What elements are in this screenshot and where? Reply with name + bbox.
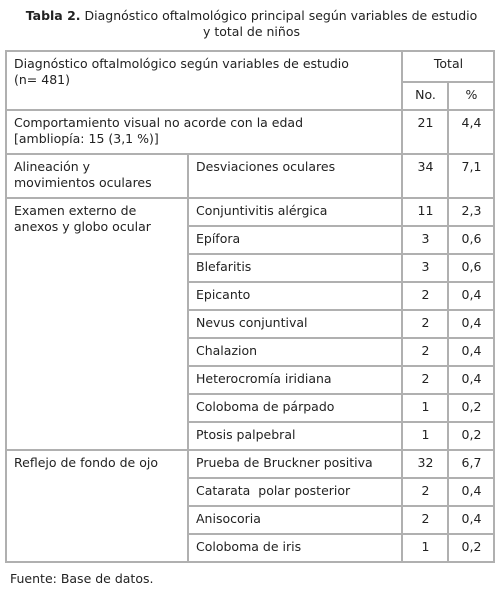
row-label: Epicanto — [188, 282, 402, 310]
row-label: Conjuntivitis alérgica — [188, 198, 402, 226]
header-pct: % — [448, 82, 494, 110]
group-alineacion — [6, 154, 188, 198]
header-row-1 — [6, 51, 494, 82]
row-no: 1 — [402, 534, 448, 562]
row-pct: 0,6 — [448, 254, 494, 282]
row-label: Chalazion — [188, 338, 402, 366]
vision-label-line-1: Comportamiento visual no acorde con la edad — [14, 115, 304, 130]
row-pct: 0,6 — [448, 226, 494, 254]
caption-text-1: Diagnóstico oftalmológico principal según variables de estudio — [80, 8, 478, 23]
caption-line-1 — [0, 8, 503, 24]
row-label: Anisocoria — [188, 506, 402, 534]
row-label: Epífora — [188, 226, 402, 254]
row-no: 2 — [402, 310, 448, 338]
caption-label: Tabla 2. — [25, 8, 81, 23]
row-label: Heterocromía iridiana — [188, 366, 402, 394]
row-pct: 0,2 — [448, 422, 494, 450]
header-diagnosis-line-2: (n= 481) — [14, 72, 70, 87]
row-pct: 6,7 — [448, 450, 494, 478]
row-no: 1 — [402, 422, 448, 450]
diagnosis-table — [5, 50, 495, 563]
vision-label — [6, 110, 402, 154]
row-no: 2 — [402, 282, 448, 310]
row-no: 3 — [402, 226, 448, 254]
table-row — [6, 450, 494, 478]
row-label: Coloboma de párpado — [188, 394, 402, 422]
row-no: 11 — [402, 198, 448, 226]
row-no: 2 — [402, 338, 448, 366]
row-pct: 0,2 — [448, 394, 494, 422]
group-examen — [6, 198, 188, 450]
row-label: Coloboma de iris — [188, 534, 402, 562]
header-total: Total — [402, 51, 494, 82]
row-alineacion — [6, 154, 494, 198]
header-diagnosis — [6, 51, 402, 110]
vision-pct: 4,4 — [448, 110, 494, 154]
row-no: 2 — [402, 366, 448, 394]
row-label: Catarata polar posterior — [188, 478, 402, 506]
row-no: 3 — [402, 254, 448, 282]
group-examen-line-2: anexos y globo ocular — [14, 219, 151, 234]
row-pct: 0,4 — [448, 338, 494, 366]
row-label: Blefaritis — [188, 254, 402, 282]
row-pct: 7,1 — [448, 154, 494, 198]
row-vision — [6, 110, 494, 154]
group-alineacion-line-2: movimientos oculares — [14, 175, 152, 190]
group-examen-line-1: Examen externo de — [14, 203, 137, 218]
table-row — [6, 198, 494, 226]
header-diagnosis-line-1: Diagnóstico oftalmológico según variables de estudio — [14, 56, 349, 71]
row-pct: 0,4 — [448, 282, 494, 310]
row-pct: 2,3 — [448, 198, 494, 226]
group-reflejo: Reflejo de fondo de ojo — [6, 450, 188, 562]
row-pct: 0,4 — [448, 310, 494, 338]
row-label: Prueba de Bruckner positiva — [188, 450, 402, 478]
row-label: Nevus conjuntival — [188, 310, 402, 338]
row-pct: 0,2 — [448, 534, 494, 562]
row-pct: 0,4 — [448, 478, 494, 506]
row-pct: 0,4 — [448, 506, 494, 534]
row-no: 2 — [402, 506, 448, 534]
row-label: Desviaciones oculares — [188, 154, 402, 198]
row-no: 2 — [402, 478, 448, 506]
vision-label-line-2: [ambliopía: 15 (3,1 %)] — [14, 131, 159, 146]
source-note: Fuente: Base de datos. — [10, 571, 154, 586]
row-label: Ptosis palpebral — [188, 422, 402, 450]
table-caption — [0, 8, 503, 40]
row-no: 32 — [402, 450, 448, 478]
caption-line-2: y total de niños — [202, 24, 300, 39]
row-no: 1 — [402, 394, 448, 422]
row-no: 34 — [402, 154, 448, 198]
header-no: No. — [402, 82, 448, 110]
group-alineacion-line-1: Alineación y — [14, 159, 91, 174]
row-pct: 0,4 — [448, 366, 494, 394]
vision-no: 21 — [402, 110, 448, 154]
